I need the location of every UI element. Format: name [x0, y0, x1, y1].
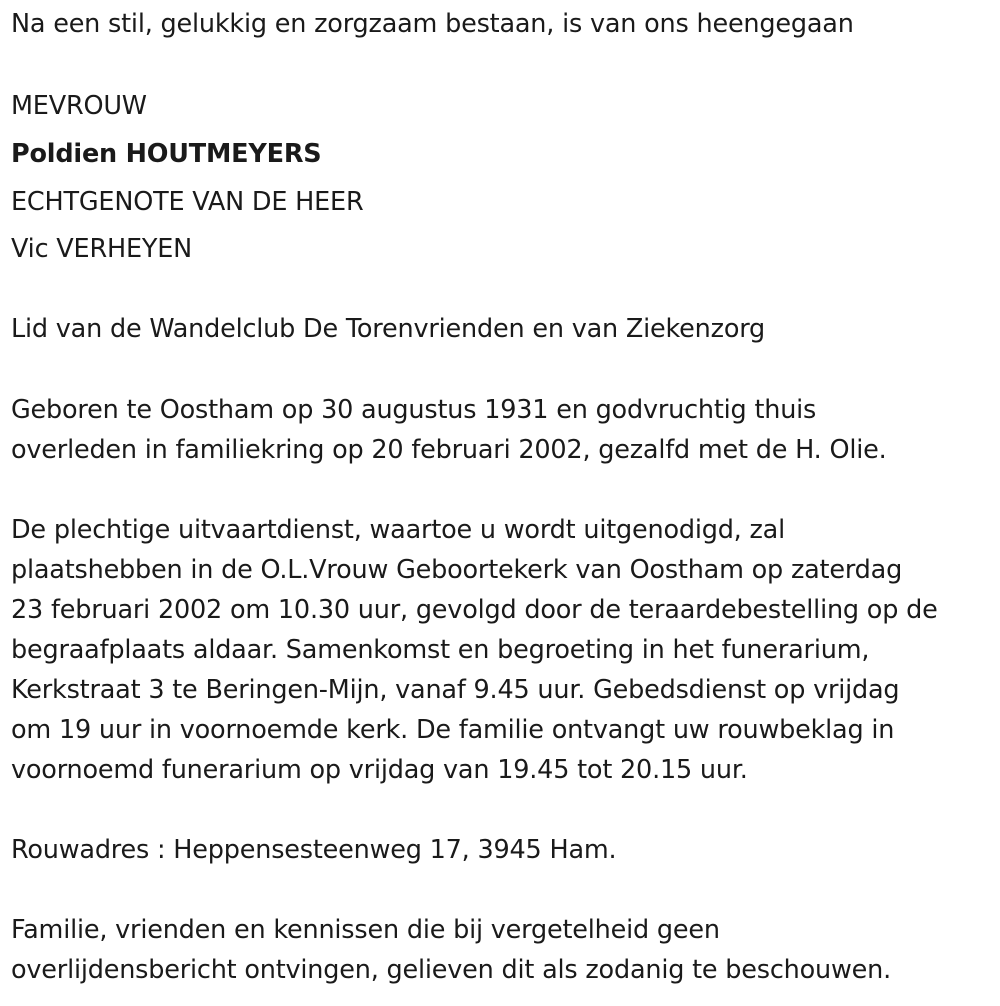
paragraph-line: overleden in familiekring op 20 februari 2002, gezalfd met de H. Olie.: [11, 435, 887, 465]
paragraph-line: Kerkstraat 3 te Beringen-Mijn, vanaf 9.45 uur. Gebedsdienst op vrijdag: [11, 675, 900, 705]
family-notice-paragraph: [11, 910, 891, 990]
paragraph-line: De plechtige uitvaartdienst, waartoe u wordt uitgenodigd, zal: [11, 515, 785, 545]
relation-text: ECHTGENOTE VAN DE HEER: [11, 187, 364, 217]
birth-death-paragraph: [11, 390, 887, 470]
spouse-name: Vic VERHEYEN: [11, 234, 193, 264]
title-text: MEVROUW: [11, 91, 147, 121]
paragraph-line: plaatshebben in de O.L.Vrouw Geboortekerk van Oostham op zaterdag: [11, 555, 903, 585]
paragraph-line: begraafplaats aldaar. Samenkomst en begroeting in het funerarium,: [11, 635, 870, 665]
intro-text: Na een stil, gelukkig en zorgzaam bestaan, is van ons heengegaan: [11, 9, 854, 39]
paragraph-line: om 19 uur in voornoemde kerk. De familie ontvangt uw rouwbeklag in: [11, 715, 895, 745]
paragraph-line: Geboren te Oostham op 30 augustus 1931 en godvruchtig thuis: [11, 395, 817, 425]
mourning-address: Rouwadres : Heppensesteenweg 17, 3945 Ham.: [11, 835, 617, 865]
paragraph-line: Familie, vrienden en kennissen die bij vergetelheid geen: [11, 915, 720, 945]
funeral-paragraph: [11, 510, 938, 790]
deceased-name: Poldien HOUTMEYERS: [11, 139, 322, 169]
paragraph-line: 23 februari 2002 om 10.30 uur, gevolgd door de teraardebestelling op de: [11, 595, 938, 625]
membership-text: Lid van de Wandelclub De Torenvrienden en van Ziekenzorg: [11, 314, 766, 344]
paragraph-line: overlijdensbericht ontvingen, gelieven dit als zodanig te beschouwen.: [11, 955, 892, 985]
paragraph-line: voornoemd funerarium op vrijdag van 19.45 tot 20.15 uur.: [11, 755, 748, 785]
